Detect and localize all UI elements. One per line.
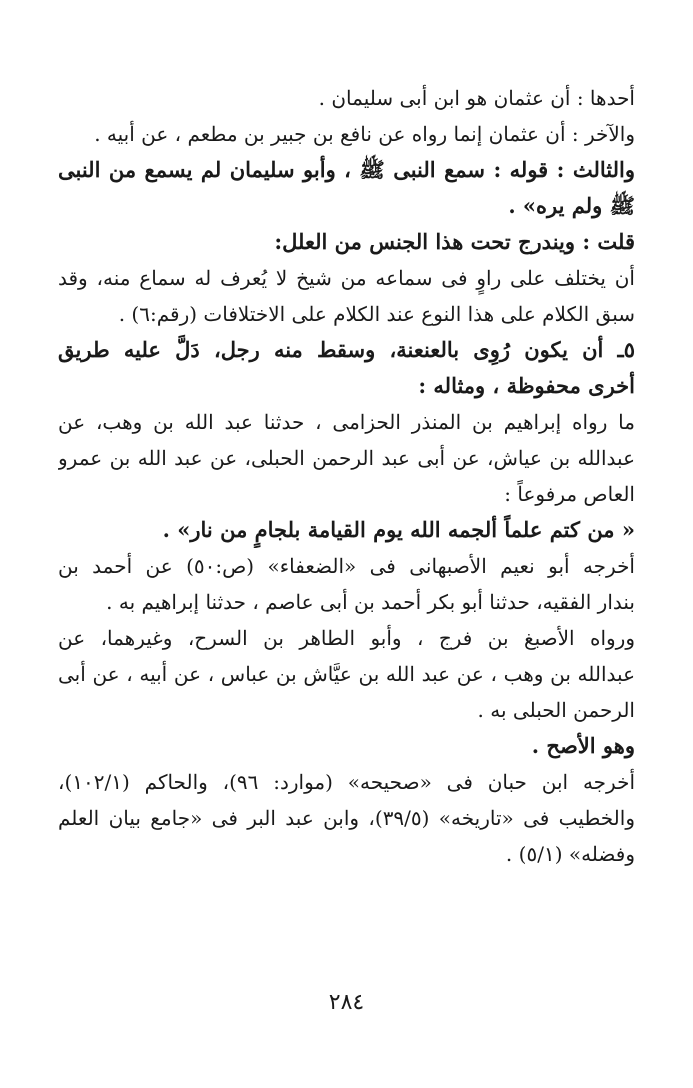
text-line-11: عبدالله بن عياش، عن أبى عبد الرحمن الحبلى، عن عبد الله بن عمرو (58, 446, 635, 470)
text-line-7: سبق الكلام على هذا النوع عند الكلام على الاختلافات (رقم:٦) . (118, 302, 635, 326)
text-line-14: أخرجه أبو نعيم الأصبهانى فى «الضعفاء» (ص:٥٠) عن أحمد بن (58, 554, 635, 578)
text-line-12: العاص مرفوعاً : (504, 482, 635, 506)
text-line-6: أن يختلف على راوٍ فى سماعه من شيخ لا يُعرف له سماع منه، وقد (58, 266, 635, 290)
section-heading: قلت : ويندرج تحت هذا الجنس من العلل: (274, 229, 635, 254)
text-line-17: عبدالله بن وهب ، عن عبد الله بن عيَّاش بن عباس ، عن أبيه ، عن أبى (58, 662, 635, 686)
text-line-1: أحدها : أن عثمان هو ابن أبى سليمان . (318, 86, 635, 110)
text-line-10: ما رواه إبراهيم بن المنذر الحزامى ، حدثنا عبد الله بن وهب، عن (58, 410, 635, 434)
text-line-9: أخرى محفوظة ، ومثاله : (418, 373, 635, 398)
text-line-22: وفضله» (٥/١) . (505, 842, 635, 866)
text-line-4: ﷺ ولم يره» . (508, 193, 635, 218)
numbered-heading: ٥ـ أن يكون رُوِى بالعنعنة، وسقط منه رجل، دَلَّ عليه طريق (58, 337, 635, 362)
hadith-quote: « من كتم علماً ألجمه الله يوم القيامة بلجامٍ من نار» . (162, 517, 635, 542)
text-line-15: بندار الفقيه، حدثنا أبو بكر أحمد بن أبى عاصم ، حدثنا إبراهيم به . (106, 590, 635, 614)
text-line-18: الرحمن الحبلى به . (477, 698, 635, 722)
page-body (58, 80, 635, 872)
text-line-16: ورواه الأصبغ بن فرج ، وأبو الطاهر بن السرح، وغيرهما، عن (58, 626, 635, 650)
page-number: ٢٨٤ (328, 990, 365, 1015)
text-line-20: أخرجه ابن حبان فى «صحيحه» (موارد: ٩٦)، والحاكم (١٠٢/١)، (58, 770, 635, 794)
text-line-19: وهو الأصح . (531, 733, 635, 758)
text-line-2: والآخر : أن عثمان إنما رواه عن نافع بن جبير بن مطعم ، عن أبيه . (94, 122, 635, 146)
text-line-21: والخطيب فى «تاريخه» (٣٩/٥)، وابن عبد البر فى «جامع بيان العلم (58, 806, 635, 830)
text-line-3: والثالث : قوله : سمع النبى ﷺ ، وأبو سليمان لم يسمع من النبى (58, 157, 635, 182)
